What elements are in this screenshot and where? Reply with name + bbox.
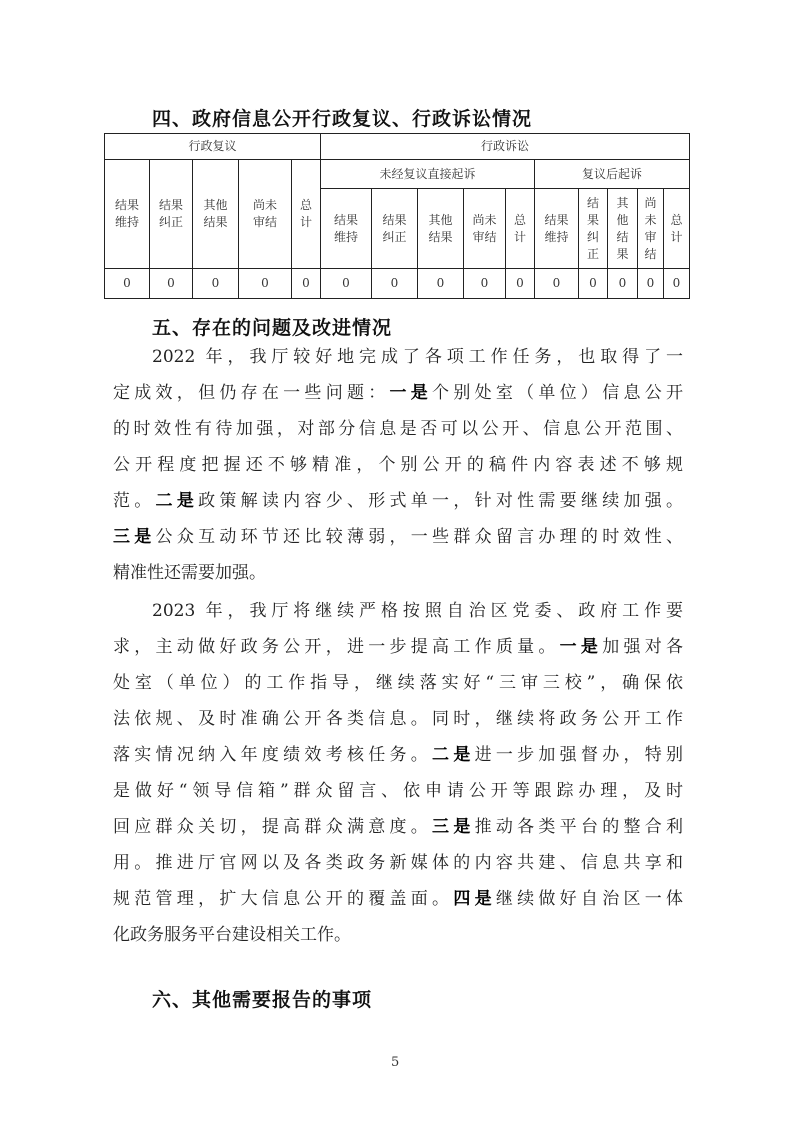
cell-review-other: 0 bbox=[193, 269, 239, 299]
col-header-direct-corrected: 结果纠正 bbox=[372, 189, 418, 269]
cell-review-upheld: 0 bbox=[105, 269, 150, 299]
emphasis-marker: 二是 bbox=[432, 745, 475, 765]
cell-after-review-total: 0 bbox=[664, 269, 690, 299]
emphasis-marker: 三是 bbox=[113, 527, 156, 547]
line-text: 是做好“领导信箱”群众留言、依申请公开等跟踪办理，及时 bbox=[113, 781, 683, 801]
col-header-review-pending: 尚未审结 bbox=[239, 160, 292, 269]
cell-direct-total: 0 bbox=[506, 269, 535, 299]
cell-direct-pending: 0 bbox=[464, 269, 506, 299]
cell-after-review-other: 0 bbox=[608, 269, 638, 299]
paragraph-line bbox=[113, 852, 683, 874]
paragraph-line bbox=[113, 744, 683, 766]
paragraph-line bbox=[113, 454, 683, 476]
col-header-direct-upheld: 结果维持 bbox=[321, 189, 372, 269]
paragraph-line bbox=[113, 418, 683, 440]
cell-review-total: 0 bbox=[292, 269, 321, 299]
emphasis-marker: 一是 bbox=[389, 383, 433, 403]
section-6-heading: 六、其他需要报告的事项 bbox=[152, 989, 373, 1011]
paragraph-line bbox=[113, 816, 683, 838]
line-text: 继续做好自治区一体 bbox=[495, 889, 684, 909]
subgroup-header-suit-after-review: 复议后起诉 bbox=[535, 160, 690, 189]
col-header-review-corrected: 结果纠正 bbox=[150, 160, 193, 269]
line-text: 精准性还需要加强。 bbox=[113, 563, 266, 583]
paragraph-line bbox=[113, 382, 683, 404]
col-header-after-review-corrected: 结果纠正 bbox=[579, 189, 608, 269]
page-number: 5 bbox=[391, 1055, 400, 1070]
section-4-heading: 四、政府信息公开行政复议、行政诉讼情况 bbox=[152, 108, 533, 130]
paragraph-line bbox=[113, 888, 683, 910]
line-text: 推动各类平台的整合利 bbox=[474, 817, 684, 837]
col-header-direct-total: 总计 bbox=[506, 189, 535, 269]
cell-direct-other: 0 bbox=[418, 269, 464, 299]
paragraph-line bbox=[152, 346, 683, 368]
paragraph-line bbox=[113, 780, 683, 802]
line-text: 法依规、及时准确公开各类信息。同时，继续将政务公开工作 bbox=[113, 709, 683, 729]
cell-after-review-pending: 0 bbox=[638, 269, 664, 299]
paragraph-line bbox=[113, 924, 683, 946]
admin-review-litigation-table bbox=[104, 133, 690, 299]
line-text: 政策解读内容少、形式单一，针对性需要继续加强。 bbox=[198, 491, 684, 511]
col-header-after-review-total: 总计 bbox=[664, 189, 690, 269]
line-text: 2023 年，我厅将继续严格按照自治区党委、政府工作要 bbox=[152, 601, 683, 621]
line-text: 定成效，但仍存在一些问题： bbox=[113, 383, 390, 403]
col-header-direct-pending: 尚未审结 bbox=[464, 189, 506, 269]
line-text: 的时效性有待加强，对部分信息是否可以公开、信息公开范围、 bbox=[113, 419, 683, 439]
paragraph-line bbox=[113, 708, 683, 730]
col-header-after-review-other: 其他结果 bbox=[608, 189, 638, 269]
emphasis-marker: 二是 bbox=[155, 491, 199, 511]
line-text: 进一步加强督办，特别 bbox=[474, 745, 684, 765]
subgroup-header-direct-suit: 未经复议直接起诉 bbox=[321, 160, 535, 189]
line-text: 用。推进厅官网以及各类政务新媒体的内容共建、信息共享和 bbox=[113, 853, 683, 873]
emphasis-marker: 三是 bbox=[432, 817, 475, 837]
line-text: 求，主动做好政务公开，进一步提高工作质量。 bbox=[113, 637, 560, 657]
paragraph-line bbox=[113, 636, 683, 658]
line-text: 加强对各 bbox=[602, 637, 684, 657]
paragraph-line bbox=[113, 672, 683, 694]
emphasis-marker: 一是 bbox=[559, 637, 603, 657]
paragraph-line bbox=[113, 526, 683, 548]
line-text: 2022 年，我厅较好地完成了各项工作任务，也取得了一 bbox=[152, 347, 683, 367]
group-header-admin-litigation: 行政诉讼 bbox=[321, 134, 690, 160]
cell-direct-corrected: 0 bbox=[372, 269, 418, 299]
paragraph-line bbox=[152, 600, 683, 622]
line-text: 处室（单位）的工作指导，继续落实好“三审三校”，确保依 bbox=[113, 673, 683, 693]
line-text: 公开程度把握还不够精准，个别公开的稿件内容表述不够规 bbox=[113, 455, 683, 475]
group-header-admin-review: 行政复议 bbox=[105, 134, 321, 160]
cell-direct-upheld: 0 bbox=[321, 269, 372, 299]
paragraph-line bbox=[113, 562, 683, 584]
col-header-review-other: 其他结果 bbox=[193, 160, 239, 269]
cell-review-corrected: 0 bbox=[150, 269, 193, 299]
line-text: 落实情况纳入年度绩效考核任务。 bbox=[113, 745, 433, 765]
col-header-review-upheld: 结果维持 bbox=[105, 160, 150, 269]
col-header-after-review-pending: 尚未审结 bbox=[638, 189, 664, 269]
line-text: 化政务服务平台建设相关工作。 bbox=[113, 925, 351, 945]
col-header-review-total: 总计 bbox=[292, 160, 321, 269]
section-5-heading: 五、存在的问题及改进情况 bbox=[152, 317, 393, 339]
line-text: 个别处室（单位）信息公开 bbox=[432, 383, 684, 403]
cell-after-review-upheld: 0 bbox=[535, 269, 579, 299]
emphasis-marker: 四是 bbox=[453, 889, 496, 909]
cell-review-pending: 0 bbox=[239, 269, 292, 299]
line-text: 公众互动环节还比较薄弱，一些群众留言办理的时效性、 bbox=[155, 527, 684, 547]
cell-after-review-corrected: 0 bbox=[579, 269, 608, 299]
col-header-direct-other: 其他结果 bbox=[418, 189, 464, 269]
col-header-after-review-upheld: 结果维持 bbox=[535, 189, 579, 269]
line-text: 规范管理，扩大信息公开的覆盖面。 bbox=[113, 889, 454, 909]
line-text: 范。 bbox=[113, 491, 156, 511]
paragraph-line bbox=[113, 490, 683, 512]
line-text: 回应群众关切，提高群众满意度。 bbox=[113, 817, 433, 837]
